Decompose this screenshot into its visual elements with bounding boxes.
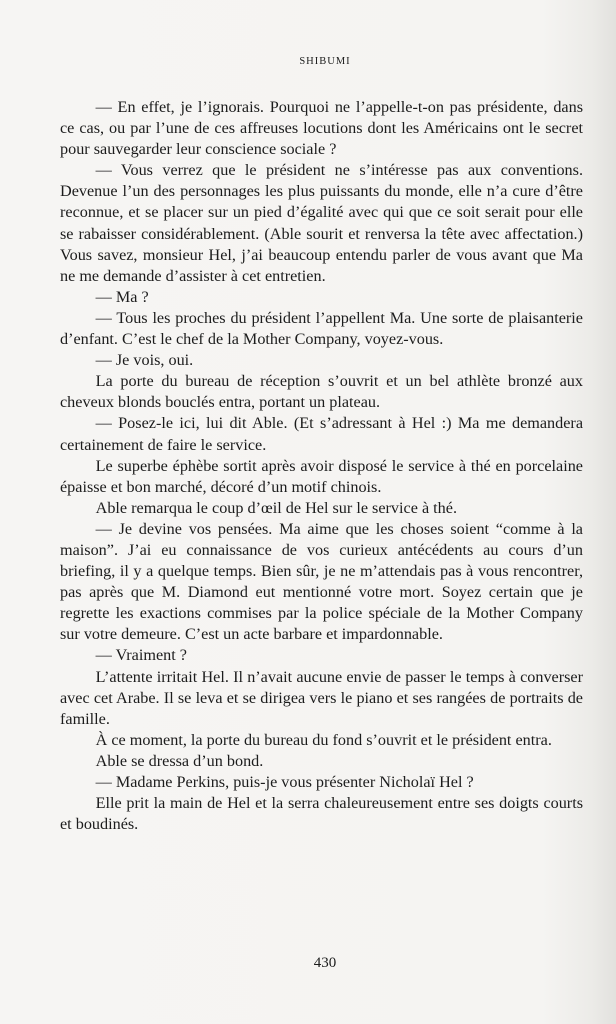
paragraph: L’attente irritait Hel. Il n’avait aucune envie de passer le temps à converser avec cet Arabe. Il se leva et se dirigea vers le piano et ses rangées de portraits de famille. xyxy=(60,667,583,728)
body-text xyxy=(60,97,583,835)
paragraph: — Vous verrez que le président ne s’intéresse pas aux conventions. Devenue l’un des personnages les plus puissants du monde, elle n’a cure d’être reconnue, et se placer sur un pied d’égalité avec qui que ce soit serait pour elle se rabaisser considérablement. (Able sourit et renversa la tête avec affectation.) Vous savez, monsieur Hel, j’ai beaucoup entendu parler de vous avant que Ma ne me demande d’assister à cet entretien. xyxy=(60,161,583,285)
paragraph: — Posez-le ici, lui dit Able. (Et s’adressant à Hel :) Ma me demandera certainement de faire le service. xyxy=(60,414,583,454)
page-number: 430 xyxy=(313,955,337,971)
paragraph: La porte du bureau de réception s’ouvrit et un bel athlète bronzé aux cheveux blonds bouclés entra, portant un plateau. xyxy=(60,372,583,412)
paragraph: À ce moment, la porte du bureau du fond s’ouvrit et le président entra. xyxy=(95,730,552,749)
running-head: SHIBUMI xyxy=(299,56,351,67)
paragraph: — En effet, je l’ignorais. Pourquoi ne l’appelle-t-on pas présidente, dans ce cas, ou par l’une de ces affreuses locutions dont les Américains ont le secret pour sauvegarder leur conscience sociale ? xyxy=(60,98,583,159)
paragraph: — Je vois, oui. xyxy=(95,351,194,370)
paragraph: Elle prit la main de Hel et la serra chaleureusement entre ses doigts courts et boudinés. xyxy=(60,794,583,834)
paragraph: — Madame Perkins, puis-je vous présenter Nicholaï Hel ? xyxy=(95,773,474,791)
paragraph: Able se dressa d’un bond. xyxy=(95,751,264,770)
paragraph: — Je devine vos pensées. Ma aime que les choses soient “comme à la maison”. J’ai eu connaissance de vos curieux antécédents au cours d’un briefing, il y a quelque temps. Bien sûr, je ne m’attendais pas à vous rencontrer, pas après que M. Diamond eut mentionné votre mort. Soyez certain que je regrette les exactions commises par la police spéciale de la Mother Company sur votre demeure. C’est un acte barbare et impardonnable. xyxy=(60,519,583,644)
paragraph: — Ma ? xyxy=(95,287,149,306)
paragraph: — Tous les proches du président l’appellent Ma. Une sorte de plaisanterie d’enfant. C’est le chef de la Mother Company, voyez-vous. xyxy=(60,308,583,349)
paragraph: Able remarqua le coup d’œil de Hel sur le service à thé. xyxy=(95,498,457,517)
paragraph: — Vraiment ? xyxy=(95,646,187,665)
paragraph: Le superbe éphèbe sortit après avoir disposé le service à thé en porcelaine épaisse et bon marché, décoré d’un motif chinois. xyxy=(60,456,583,496)
